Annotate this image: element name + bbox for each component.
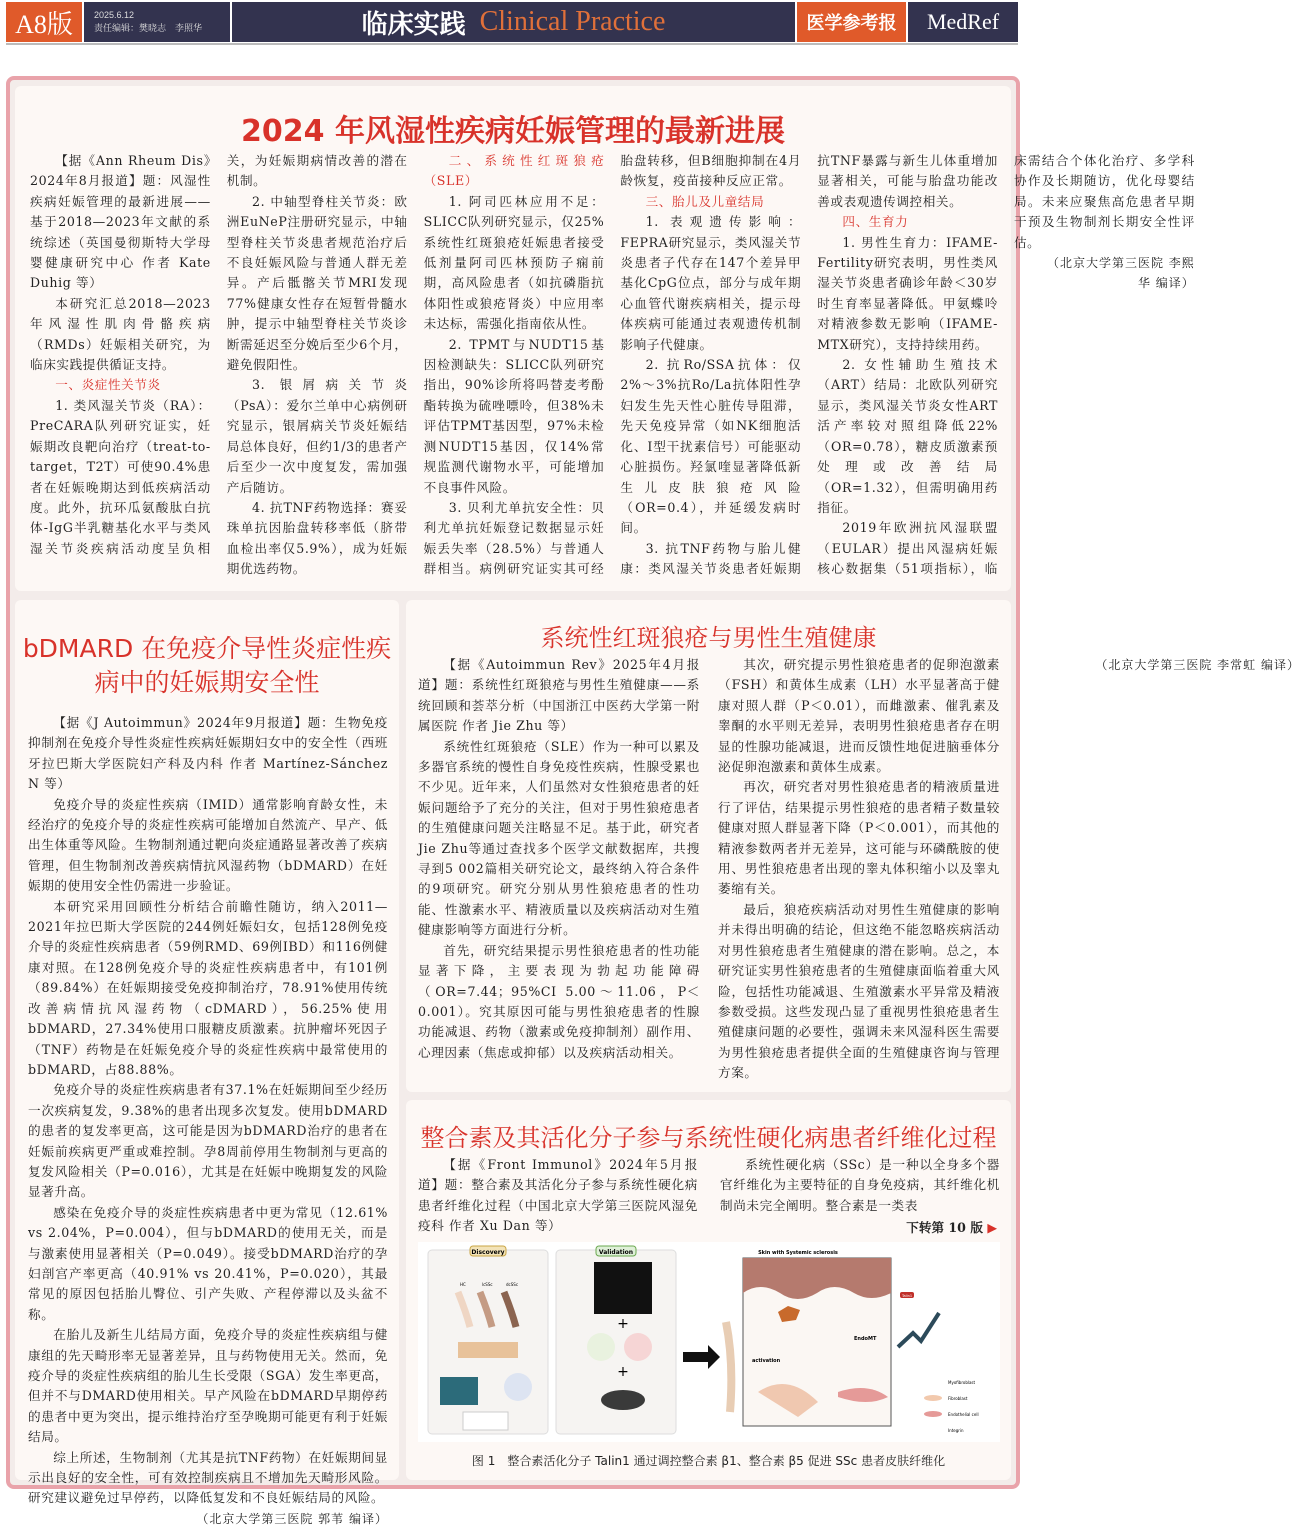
arrow-icon <box>683 1345 720 1369</box>
discovery-label: Discovery <box>471 1249 505 1256</box>
section-heading: 三、胎儿及儿童结局 <box>645 193 765 209</box>
paragraph: 1. 阿司匹林应用不足：SLICC队列研究显示，仅25%系统性红斑狼疮妊娠患者接受低剂量阿司匹林预防子痫前期，高风险患者（如抗磷脂抗体阳性或狼疮肾炎）中应用率未达标，需强化指南依从性。 <box>423 193 605 332</box>
article-ra-pregnancy <box>15 86 1195 591</box>
edition-label: A8版 <box>6 2 82 42</box>
paragraph: 免疫介导的炎症性疾病（IMID）通常影响育龄女性，未经治疗的免疫介导的炎症性疾病可能增加自然流产、早产、低出生体重等风险。生物制剂通过靶向炎症通路显著改善了疾病管理，但生物制剂改善疾病情抗风湿药物（bDMARD）在妊娠期的使用安全性仍需进一步验证。 <box>28 796 388 894</box>
section-heading: 四、生育力 <box>842 214 909 230</box>
legend-item: Endothelial cell <box>948 1412 979 1417</box>
article-body <box>30 151 1195 583</box>
translator-credit: （北京大学第三医院 李常虹 编译） <box>1095 658 1300 672</box>
svg-text:+: + <box>617 1316 629 1332</box>
section-title-cn: 临床实践 <box>361 9 466 40</box>
article-body <box>28 713 388 1526</box>
group-label: HC <box>460 1282 466 1287</box>
activation-label: activation <box>752 1358 781 1364</box>
paragraph: 其次，研究提示男性狼疮患者的促卵泡激素（FSH）和黄体生成素（LH）水平显著高于健康对照人群（P＜0.01），而雌激素、催乳素及睾酮的水平则无差异，表明男性狼疮患者存在明显的性腺功能减退，进而反馈性地促进脑垂体分泌促卵泡激素和黄体生成素。 <box>718 657 1000 775</box>
masthead <box>0 0 1024 44</box>
paragraph: 2. 中轴型脊柱关节炎：欧洲EuNeP注册研究显示，中轴型脊柱关节炎患者规范治疗后不良妊娠风险与普通人群无差异。产后骶髂关节MRI发现77%健康女性存在短暂骨髓水肿，提示中轴型脊柱关节炎诊断需延迟至分娩后至少6个月，避免假阳性。 <box>226 193 408 373</box>
article-title: 整合素及其活化分子参与系统性硬化病患者纤维化过程 <box>420 1124 997 1152</box>
issue-info <box>84 2 230 42</box>
paragraph: 系统性红斑狼疮（SLE）作为一种可以累及多器官系统的慢性自身免疫性疾病，性腺受累也不少见。近年来，人们虽然对女性狼疮患者的妊娠问题给予了充分的关注，但对于男性狼疮患者的生殖健康问题关注略显不足。基于此，研究者Jie Zhu等通过查找多个医学文献数据库，共搜寻到5 002篇相关研究论文，最终纳入符合条件的9项研究。研究分别从男性狼疮患者的性功能、性激素水平、精液质量以及疾病活动对生殖健康影响等方面进行分析。 <box>418 738 700 938</box>
paragraph: 3. 银屑病关节炎（PsA）：爱尔兰单中心病例研究显示，银屑病关节炎妊娠结局总体良好，但约1/3的患者产后至少一次中度复发，需加强产后随访。 <box>226 377 408 495</box>
legend-item: Fibroblast <box>948 1396 968 1401</box>
paragraph: 2. TPMT与NUDT15基因检测缺失：SLICC队列研究指出，90%诊所将吗替麦考酚酯转换为硫唑嘌呤，但38%未评估TPMT基因型，97%未检测NUDT15基因，仅14%常规监测代谢物水平，可能增加不良事件风险。 <box>423 336 605 495</box>
figure-caption: 图 1 整合素活化分子 Talin1 通过调控整合素 β1、整合素 β5 促进 SSc 患者皮肤纤维化 <box>471 1454 946 1468</box>
section-heading: 一、炎症性关节炎 <box>55 377 161 393</box>
masthead-divider <box>6 43 1018 45</box>
paragraph: 2. 女性辅助生殖技术（ART）结局：北欧队列研究显示，类风湿关节炎女性ART活产率较对照组降低22%（OR=0.78），糖皮质激素预处理或改善结局（OR=1.32），但需明确用药指征。 <box>817 357 998 515</box>
paragraph: 【据《Front Immunol》2024年5月报道】题：整合素及其活化分子参与系统性硬化病患者纤维化过程（中国北京大学第三医院风湿免疫科 作者 Xu Dan 等） <box>418 1157 698 1234</box>
paragraph: 1. 男性生育力：IFAME-Fertility研究表明，男性类风湿关节炎患者确诊年龄＜30岁时生育率显著降低。甲氨蝶呤对精液参数无影响（IFAME-MTX研究），支持持续用药。 <box>817 234 998 352</box>
paragraph: 【据《J Autoimmun》2024年9月报道】题：生物免疫抑制剂在免疫介导性炎症性疾病妊娠期妇女中的安全性（西班牙拉巴斯大学医院妇产科及内科 作者 Martínez-Sánchez N 等） <box>28 715 388 792</box>
legend-item: Integrin <box>948 1428 964 1433</box>
paragraph: 4. 抗TNF药物选择：赛妥珠单抗因胎盘转移率低（脐带血检出率仅5.9%），成为妊娠期优选药物。 <box>226 499 408 577</box>
paragraph: 1. 类风湿关节炎（RA）：PreCARA队列研究证实，妊娠期改良靶向治疗（treat-to-target，T2T）可使90.4%患者在妊娠晚期达到低疾病活动度。此外，抗环瓜氨酸肽白抗体-IgG半乳糖基化水平与类风湿关节炎疾病活动度呈负相关，为妊娠期病情改善的潜在机制。 <box>30 153 408 556</box>
paragraph: 【据《Ann Rheum Dis》2024年8月报道】题：风湿性疾病妊娠管理的最新进展——基于2018—2023年文献的系统综述（英国曼彻斯特大学母婴健康研究中心 作者 Kate Duhig 等） <box>30 153 211 291</box>
article-body <box>418 655 1300 1087</box>
group-label: dcSSc <box>506 1282 519 1287</box>
paragraph: 最后，狼疮疾病活动对男性生殖健康的影响并未得出明确的结论，但这绝不能忽略疾病活动对男性狼疮患者生殖健康的潜在影响。总之，本研究证实男性狼疮患者的生殖健康面临着重大风险，包括性功能减退、生殖激素水平异常及精液参数受损。这些发现凸显了重视男性狼疮患者生殖健康问题的必要性，强调未来风湿科医生需要为男性狼疮患者提供全面的生殖健康咨询与管理方案。 <box>718 901 1000 1081</box>
talin-label: Talin1 <box>901 1294 913 1298</box>
paragraph: 2. 抗Ro/SSA抗体：仅2%～3%抗Ro/La抗体阳性孕妇发生先天性心脏传导阻滞，先天免疫异常（如NK细胞活化、I型干扰素信号）可能驱动心脏损伤。羟氯喹显著降低新生儿皮肤狼疮风险（OR=0.4），并延缓发病时间。 <box>620 357 802 536</box>
paragraph: 【据《Autoimmun Rev》2025年4月报道】题：系统性红斑狼疮与男性生殖健康——系统回顾和荟萃分析（中国浙江中医药大学第一附属医院 作者 Jie Zhu 等） <box>418 657 700 734</box>
paragraph: 再次，研究者对男性狼疮患者的精液质量进行了评估，结果提示男性狼疮的患者精子数量较健康对照人群显著下降（P＜0.001），而其他的精液参数两者并无差异，这可能与环磷酰胺的使用、男性狼疮患者出现的睾丸体积缩小以及睾丸萎缩有关。 <box>718 779 1000 897</box>
translator-credit: （北京大学第三医院 郭苇 编译） <box>196 1511 388 1526</box>
article-title: bDMARD 在免疫介导性炎症性疾病中的妊娠期安全性 <box>22 634 392 697</box>
continued-note[interactable] <box>906 1217 997 1236</box>
brand-cn: 医学参考报 <box>797 2 906 42</box>
paragraph: 综上所述，生物制剂（尤其是抗TNF药物）在妊娠期间显示出良好的安全性，可有效控制疾病且不增加先天畸形风险。研究建议避免过早停药，以降低复发和不良妊娠结局的风险。 <box>28 1449 388 1506</box>
paragraph: 本研究汇总2018—2023年风湿性肌肉骨骼疾病（RMDs）妊娠相关研究，为临床实践提供循证支持。 <box>30 295 211 373</box>
validation-label: Validation <box>598 1249 634 1256</box>
group-label: lcSSc <box>482 1282 493 1287</box>
paragraph: 本研究采用回顾性分析结合前瞻性随访，纳入2011—2021年拉巴斯大学医院的244例妊娠妇女，包括128例免疫介导的炎症性疾病患者（59例RMD、69例IBD）和116例健康对照。在128例免疫介导的炎症性疾病患者中，有101例（89.84%）在妊娠期接受免疫抑制治疗，78.91%使用传统改善病情抗风湿药物（cDMARD），56.25%使用bDMARD，27.34%使用口服糖皮质激素。抗肿瘤坏死因子（TNF）药物是在妊娠免疫介导的炎症性疾病中最常使用的bDMARD，占88.88%。 <box>28 898 388 1077</box>
article-title: 2024 年风湿性疾病妊娠管理的最新进展 <box>241 114 785 149</box>
translator-credit: （北京大学第三医院 李熙华 编译） <box>1046 256 1195 291</box>
svg-text:+: + <box>617 1364 629 1380</box>
issue-date: 2025.6.12 <box>94 10 135 20</box>
paragraph: 免疫介导的炎症性疾病患者有37.1%在妊娠期间至少经历一次疾病复发，9.38%的患者出现多次复发。使用bDMARD的患者的复发率更高，这可能是因为bDMARD治疗的患者在妊娠前疾病更严重或难控制。孕8周前停用生物制剂与更高的复发风险相关（P=0.016），尤其是在妊娠中晚期复发的风险显著升高。 <box>28 1082 388 1200</box>
article-title: 系统性红斑狼疮与男性生殖健康 <box>540 624 877 652</box>
section-title <box>232 2 795 42</box>
figure <box>418 1242 1000 1442</box>
paragraph: 3. 贝利尤单抗安全性：贝利尤单抗妊娠登记数据显示妊娠丢失率（28.5%）与普通人群相当。病例研究证实其可经胎盘转移，但B细胞抑制在4月龄恢复，疫苗接种反应正常。 <box>423 153 802 577</box>
paragraph: 3. 抗TNF药物与胎儿健康：类风湿关节炎患者妊娠期抗TNF暴露与新生儿体重增加显著相关，可能与胎盘功能改善或表观遗传调控相关。 <box>620 153 998 577</box>
paragraph: 系统性硬化病（SSc）是一种以全身多个器官纤维化为主要特征的自身免疫病，其纤维化机制尚未完全阐明。整合素是一类表 <box>720 1157 1000 1213</box>
article-sle-male <box>406 600 1300 1092</box>
continued-text: 下转第 10 版 <box>906 1220 983 1235</box>
paragraph: 在胎儿及新生儿结局方面，免疫介导的炎症性疾病组与健康组的先天畸形率无显著差异，且与药物使用无关。然而，免疫介导的炎症性疾病组的胎儿生长受限（SGA）发生率更高，但并不与DMARD使用相关。早产风险在bDMARD早期停药的患者中更为突出，提示维持治疗至孕晚期可能更有利于妊娠结局。 <box>28 1327 388 1445</box>
legend-item: Myofibroblast <box>948 1380 976 1385</box>
paragraph: 1. 表观遗传影响：FEPRA研究显示，类风湿关节炎患者子代存在147个差异甲基化CpG位点，部分与成年期心血管代谢疾病相关，提示母体疾病可能通过表观遗传机制影响子代健康。 <box>620 214 802 352</box>
section-heading: 二、系统性红斑狼疮（SLE） <box>423 153 605 189</box>
paragraph: 2019年欧洲抗风湿联盟（EULAR）提出风湿病妊娠核心数据集（51项指标），临床需结合个体化治疗、多学科协作及长期随访，优化母婴结局。未来应聚焦高危患者早期干预及生物制剂长期安全性评估。 <box>817 153 1195 577</box>
triangle-right-icon: ▶ <box>987 1220 997 1235</box>
endomt-label: EndoMT <box>854 1336 877 1342</box>
paragraph: 感染在免疫介导的炎症性疾病患者中更为常见（12.61% vs 2.04%，P=0.004），但与bDMARD的使用无关，而是与激素使用显著相关（P=0.049）。接受bDMARD治疗的孕妇剖宫产率更高（40.91% vs 20.41%，P=0.020），其最常见的原因包括胎儿臀位、引产失败、产程停滞以及头盆不称。 <box>28 1204 388 1322</box>
skin-title: Skin with Systemic sclerosis <box>758 1250 838 1256</box>
article-integrin-ssc <box>406 1100 1011 1480</box>
editors: 责任编辑：樊晓志 李照华 <box>94 23 203 33</box>
paragraph: 首先，研究结果提示男性狼疮患者的性功能显著下降，主要表现为勃起功能障碍（OR=7.44；95%CI 5.00～11.06，P＜0.001）。究其原因可能与男性狼疮患者的性腺功能减退、药物（激素或免疫抑制剂）副作用、心理因素（焦虑或抑郁）以及疾病活动相关。 <box>418 942 700 1060</box>
article-bdmard <box>15 600 399 1526</box>
brand-en: MedRef <box>908 2 1018 42</box>
section-title-en: Clinical Practice <box>479 6 666 37</box>
